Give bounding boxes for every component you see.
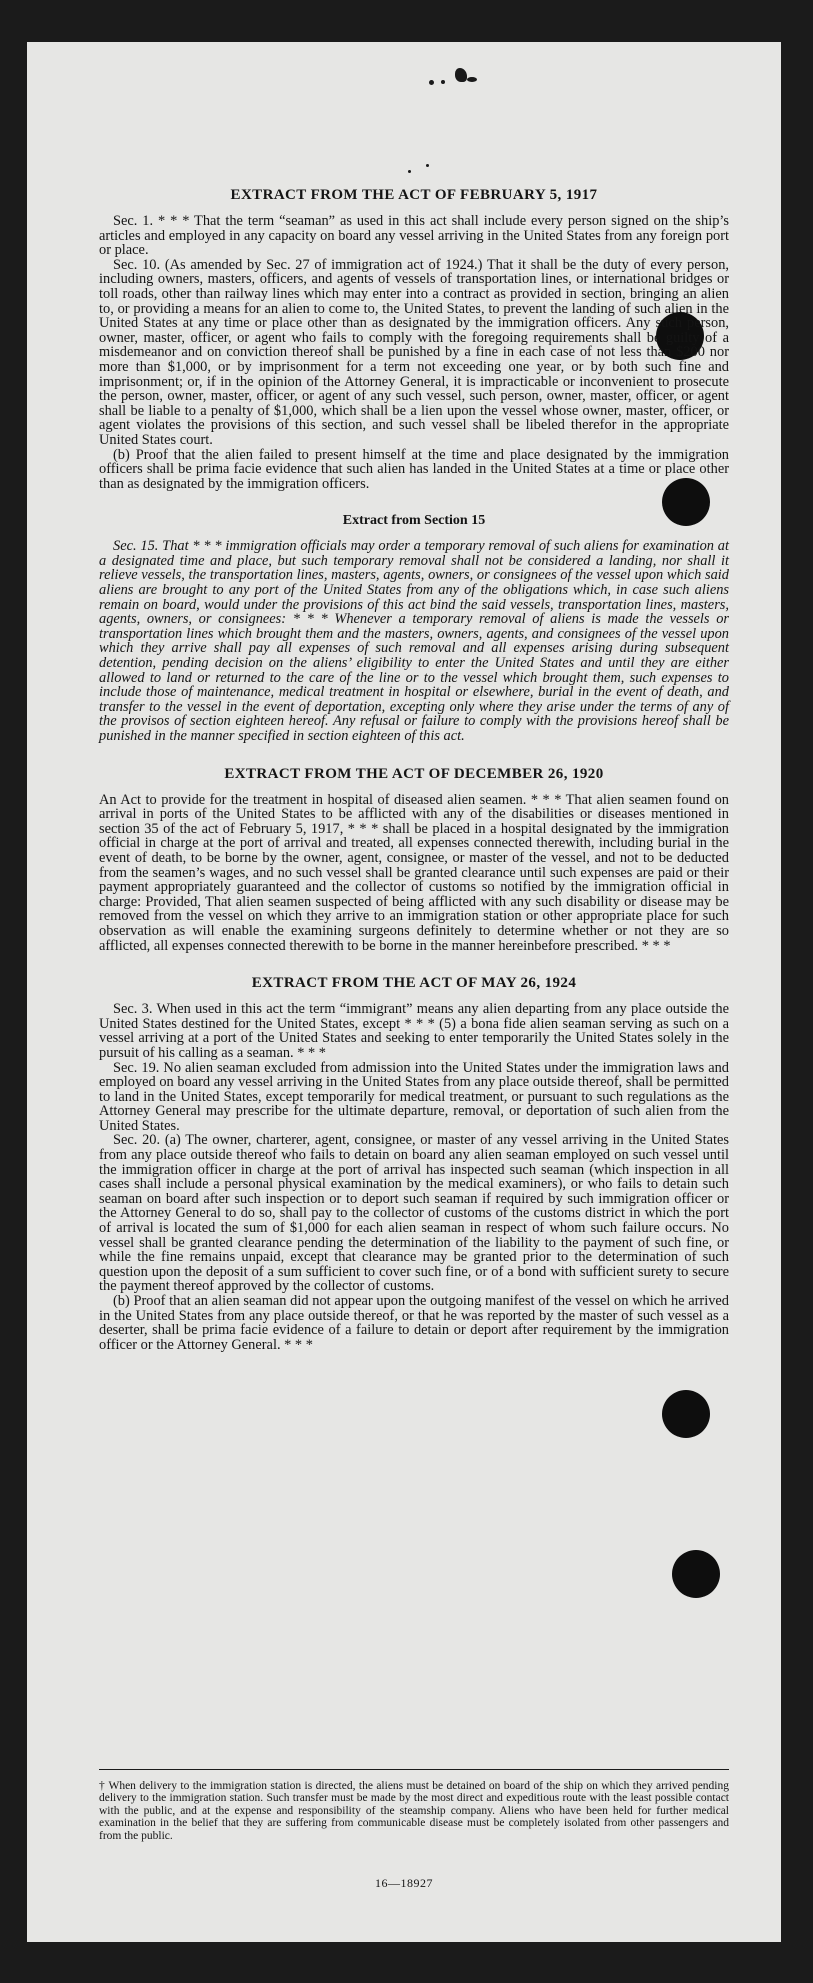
section-15-extract [99,513,729,743]
page-number: 16—18927 [375,1876,433,1890]
scan-speck [441,80,445,84]
section-act-1920 [99,766,729,954]
punch-hole [672,1550,720,1598]
section-heading: EXTRACT FROM THE ACT OF DECEMBER 26, 1920 [224,765,604,782]
paragraph: (b) Proof that the alien failed to present himself at the time and place designated by the immigration officers shall be prima facie evidence that such alien has landed in the United States at a time or place other than as designated by the immigration officers. [99,446,729,492]
section-subheading: Extract from Section 15 [342,513,486,529]
section-act-1924 [99,975,729,1352]
footnote-divider [99,1769,729,1770]
paragraph: Sec. 3. When used in this act the term “immigrant” means any alien departing from any place outside the United States destined for the United States, except * * * (5) a bona fide alien seaman serving as such on a vessel arriving at a port of the United States and seeking to enter temporarily the United States solely in the pursuit of his calling as a seaman. * * * [99,1001,729,1061]
document-page [27,42,781,1942]
section-heading: EXTRACT FROM THE ACT OF MAY 26, 1924 [251,975,577,992]
scan-speck [426,164,429,167]
punch-hole [662,1390,710,1438]
section-act-1917 [99,187,729,491]
scan-speck [467,77,477,82]
scan-speck [455,68,467,82]
footnote: † When delivery to the immigration station is directed, the aliens must be detained on board of the ship on which they arrived pending delivery to the immigration station. Such transfer must be made by the most direct and expeditious route with the least possible contact with the public, and at the expense and responsibility of the steamship company. Aliens who have been held for further medical examination in the belief that they are suffering from communicable disease must be completely isolated from other passengers and from the public. [99,1780,729,1842]
paragraph: An Act to provide for the treatment in hospital of diseased alien seamen. * * * That alien seamen found on arrival in ports of the United States to be afflicted with any of the disabilities or diseases mentioned in section 35 of the act of February 5, 1917, * * * shall be placed in a hospital designated by the immigration official in charge at the port of arrival and treated, all expenses connected therewith, including burial in the event of death, to be borne by the owner, agent, consignee, or master of the vessel, and not to be deducted from the seamen’s wages, and no such vessel shall be granted clearance until such expenses are paid or their payment appropriately guaranteed and the collector of customs so notified by the immigration official in charge: Provided, That alien seamen suspected of being afflicted with any such disability or disease may be removed from the vessel on which they arrive to an immigration station or other appropriate place for such observation as will enable the examining surgeons definitely to determine whether or not they are so afflicted, all expenses connected therewith to be borne in the manner hereinbefore prescribed. * * * [99,791,729,954]
paragraph: Sec. 10. (As amended by Sec. 27 of immigration act of 1924.) That it shall be the duty of every person, including owners, masters, officers, and agents of vessels of transportation lines, or international bridges or toll roads, other than railway lines which may enter into a contract as provided in section, bringing an alien to, or providing a means for an alien to come to, the United States, to prevent the landing of such alien in the United States at any time or place other than as designated by the immigration officers. Any such person, owner, master, officer, or agent who fails to comply with the foregoing requirements shall be guilty of a misdemeanor and on conviction thereof shall be punished by a fine in each case of not less than $200 nor more than $1,000, or by imprisonment for a term not exceeding one year, or by both such fine and imprisonment; or, if in the opinion of the Attorney General, it is impracticable or inconvenient to prosecute the person, owner, master, officer, or agent of any such vessel, such person, owner, master, officer, or agent shall be liable to a penalty of $1,000, which shall be a lien upon the vessel whose owner, master, officer, or agent violates the provisions of this section, and such vessel shall be libeled therefor in the appropriate United States court. [99,256,729,448]
paragraph: Sec. 19. No alien seaman excluded from admission into the United States under the immigration laws and employed on board any vessel arriving in the United States from any place outside thereof, shall be permitted to land in the United States, except temporarily for medical treatment, or pursuant to such regulations as the Attorney General may prescribe for the ultimate departure, removal, or deportation of such alien from the United States. [99,1059,729,1134]
paragraph: Sec. 15. That * * * immigration officials may order a temporary removal of such aliens for examination at a designated time and place, but such temporary removal shall not be considered a landing, nor shall it relieve vessels, the transportation lines, masters, agents, owners, or consignees of the vessel upon which said aliens are brought to any port of the United States from any of the obligations which, in case such aliens remain on board, would under the provisions of this act bind the said vessels, transportation lines, masters, agents, owners, or consignees: * * * Whenever a temporary removal of aliens is made the vessels or transportation lines which brought them and the masters, owners, agents, and consignees of the vessel upon which they arrive shall pay all expenses of such removal and all expenses arising during subsequent detention, pending decision on the aliens’ eligibility to enter the United States and until they are either allowed to land or returned to the care of the line or to the vessel which brought them, such expenses to include those of maintenance, medical treatment in hospital or elsewhere, burial in the event of death, and transfer to the vessel in the event of deportation, excepting only where they arise under the terms of any of the provisos of section eighteen hereof. Any refusal or failure to comply with the provisions hereof shall be punished in the manner specified in section eighteen of this act. [99,538,729,744]
paragraph: Sec. 20. (a) The owner, charterer, agent, consignee, or master of any vessel arriving in the United States from any place outside thereof who fails to detain on board any alien seaman employed on such vessel until the immigration officer in charge at the port of arrival has inspected such seaman (which inspection in all cases shall include a personal physical examination by the medical examiners), or who fails to detain such seaman on board after such inspection or to deport such seaman if required by such immigration officer or the Attorney General to do so, shall pay to the collector of customs of the customs district in which the port of arrival is located the sum of $1,000 for each alien seaman in respect of whom such failure occurs. No vessel shall be granted clearance pending the determination of the liability to the payment of such fine, or while the fine remains unpaid, except that clearance may be granted prior to the determination of such question upon the deposit of a sum sufficient to cover such fine, or of a bond with sufficient surety to secure the payment thereof approved by the collector of customs. [99,1132,729,1295]
scan-speck [408,170,411,173]
paragraph: (b) Proof that an alien seaman did not appear upon the outgoing manifest of the vessel on which he arrived in the United States from any place outside thereof, or that he was reported by the master of such vessel as a deserter, shall be prima facie evidence of a failure to detain or deport after requirement by the immigration officer or the Attorney General. * * * [99,1293,729,1353]
document-body [99,187,729,1374]
scan-speck [429,80,434,85]
section-heading: EXTRACT FROM THE ACT OF FEBRUARY 5, 1917 [230,187,598,203]
paragraph: Sec. 1. * * * That the term “seaman” as used in this act shall include every person signed on the ship’s articles and employed in any capacity on board any vessel arriving in the United States from any foreign port or place. [99,213,729,259]
